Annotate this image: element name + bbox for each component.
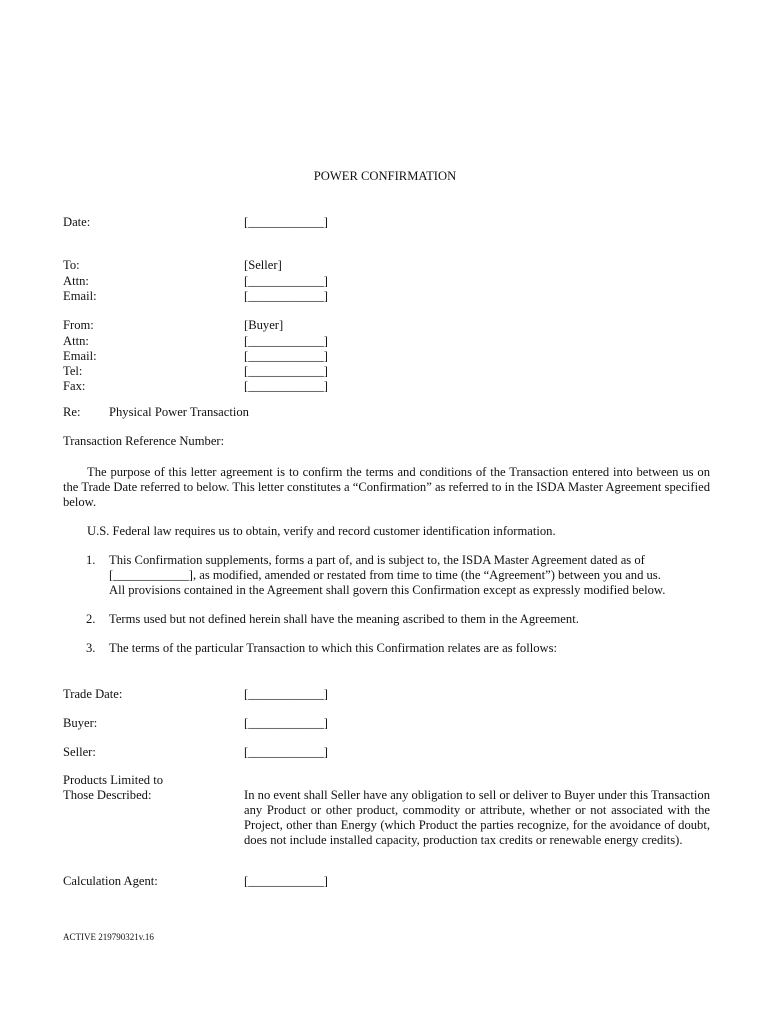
to-email-value: [____________] (244, 289, 328, 303)
item-2-text: Terms used but not defined herein shall have the meaning ascribed to them in the Agreement. (109, 612, 579, 626)
to-label: To: (63, 258, 80, 272)
from-tel-value: [____________] (244, 364, 328, 378)
buyer-value: [____________] (244, 716, 328, 730)
purpose-paragraph: The purpose of this letter agreement is to confirm the terms and conditions of the Transaction entered into between us on the Trade Date referred to below. This letter constitutes a “Confirmation” as referred to in the ISDA Master Agreement specified below. (63, 465, 710, 509)
from-attn-value: [____________] (244, 334, 328, 348)
products-label-line1: Products Limited to (63, 773, 164, 787)
trade-date-value: [____________] (244, 687, 328, 701)
date-label: Date: (63, 215, 91, 229)
from-value: [Buyer] (244, 318, 284, 332)
from-label: From: (63, 318, 94, 332)
item-3-number: 3. (86, 641, 96, 655)
agreement-date-blank: [____________] (109, 568, 193, 582)
date-value: [____________] (244, 215, 328, 229)
calculation-agent-value: [____________] (244, 874, 328, 888)
calculation-agent-label: Calculation Agent: (63, 874, 158, 888)
trade-date-label: Trade Date: (63, 687, 123, 701)
document-footer-id: ACTIVE 219790321v.16 (63, 932, 154, 942)
transaction-reference-label: Transaction Reference Number: (63, 434, 225, 448)
item-1-line3: All provisions contained in the Agreement shall govern this Confirmation except as expressly modified below. (109, 583, 666, 597)
products-label-line2: Those Described: (63, 788, 152, 802)
from-email-value: [____________] (244, 349, 328, 363)
item-1-line2-rest: , as modified, amended or restated from time to time (the “Agreement”) between you and us. (192, 568, 661, 582)
to-attn-value: [____________] (244, 274, 328, 288)
seller-label: Seller: (63, 745, 96, 759)
to-attn-label: Attn: (63, 274, 89, 288)
item-2-number: 2. (86, 612, 96, 626)
from-fax-label: Fax: (63, 379, 86, 393)
item-1-line2 (109, 568, 714, 583)
item-1-number: 1. (86, 553, 96, 567)
re-value: Physical Power Transaction (109, 405, 249, 419)
item-1-line1: This Confirmation supplements, forms a part of, and is subject to, the ISDA Master Agreement dated as of (109, 553, 645, 567)
from-email-label: Email: (63, 349, 97, 363)
from-attn-label: Attn: (63, 334, 89, 348)
buyer-label: Buyer: (63, 716, 98, 730)
federal-law-paragraph: U.S. Federal law requires us to obtain, verify and record customer identification information. (87, 524, 556, 538)
to-value: [Seller] (244, 258, 282, 272)
seller-value: [____________] (244, 745, 328, 759)
page-title: POWER CONFIRMATION (313, 169, 457, 183)
item-1-text (109, 553, 714, 598)
from-tel-label: Tel: (63, 364, 83, 378)
products-description: In no event shall Seller have any obligation to sell or deliver to Buyer under this Transaction any Product or other product, commodity or attribute, whether or not associated with the Project, other than Energy (which Product the parties recognize, for the avoidance of doubt, does not include installed capacity, production tax credits or renewable energy credits). (244, 788, 710, 847)
to-email-label: Email: (63, 289, 97, 303)
item-3-text: The terms of the particular Transaction to which this Confirmation relates are as follows: (109, 641, 558, 655)
re-label: Re: (63, 405, 81, 419)
from-fax-value: [____________] (244, 379, 328, 393)
